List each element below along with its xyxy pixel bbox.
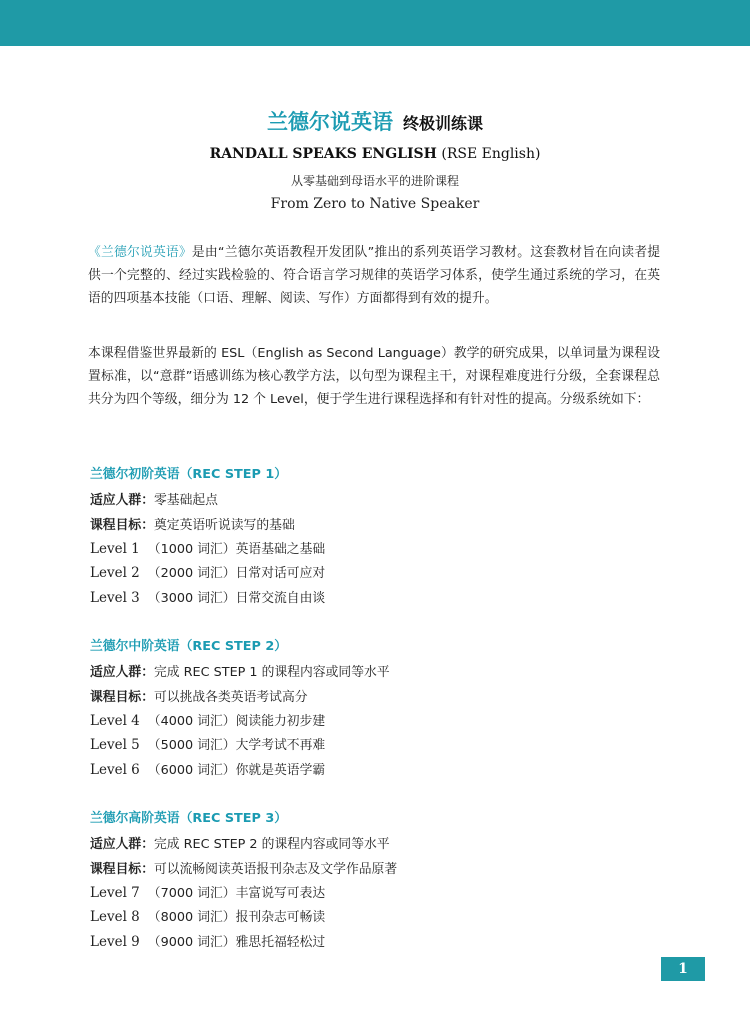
- level-label: Level 3: [90, 590, 140, 606]
- audience-value: 完成 REC STEP 2 的课程内容或同等水平: [153, 837, 390, 852]
- level-8-row: [90, 906, 325, 925]
- level-label: Level 2: [90, 565, 140, 581]
- level-label: Level 7: [90, 885, 140, 901]
- step-2-heading: 兰德尔中阶英语（REC STEP 2）: [90, 639, 288, 654]
- level-label: Level 6: [90, 762, 140, 778]
- audience-label: 适应人群：: [90, 493, 154, 508]
- intro-paragraph-2: 本课程借鉴世界最新的 ESL（English as Second Language）教学的研究成果，以单词量为课程设置标准，以“意群”语感训练为核心教学方法，以句型为课程主干，对课程难度进行分级，全套课程总共分为四个等级，细分为 12 个 Level，便于学生进行课程选择和有针对性的提高。分级系统如下：: [88, 346, 660, 407]
- level-desc: （9000 词汇）雅思托福轻松过: [147, 935, 326, 950]
- page-number: 1: [661, 957, 705, 981]
- audience-label: 适应人群：: [90, 665, 154, 680]
- chinese-subtitle: 从零基础到母语水平的进阶课程: [290, 174, 459, 188]
- level-desc: （8000 词汇）报刊杂志可畅读: [147, 910, 326, 925]
- top-color-bar: [0, 0, 750, 46]
- audience-label: 适应人群：: [90, 837, 154, 852]
- english-subtitle: From Zero to Native Speaker: [270, 196, 480, 212]
- goal-label: 课程目标：: [90, 690, 154, 705]
- level-label: Level 8: [90, 909, 140, 925]
- level-2-row: [90, 562, 325, 581]
- title-main: 兰德尔说英语: [266, 110, 393, 134]
- level-desc: （3000 词汇）日常交流自由谈: [147, 591, 326, 606]
- step-3-goal: [90, 858, 397, 877]
- level-7-row: [90, 882, 325, 901]
- step-2-goal: [90, 686, 308, 705]
- level-desc: （1000 词汇）英语基础之基础: [147, 542, 326, 557]
- level-label: Level 4: [90, 713, 140, 729]
- level-4-row: [90, 710, 325, 729]
- step-3-audience: [90, 833, 390, 852]
- goal-label: 课程目标：: [90, 518, 154, 533]
- audience-value: 零基础起点: [153, 493, 218, 508]
- level-1-row: [90, 538, 325, 557]
- level-desc: （6000 词汇）你就是英语学霸: [147, 763, 326, 778]
- goal-value: 奠定英语听说读写的基础: [153, 518, 295, 533]
- english-title-rest: (RSE English): [436, 146, 541, 162]
- level-label: Level 5: [90, 737, 140, 753]
- level-5-row: [90, 734, 325, 753]
- step-3-heading: 兰德尔高阶英语（REC STEP 3）: [90, 811, 288, 826]
- page-title: [0, 106, 750, 136]
- level-9-row: [90, 931, 325, 950]
- step-1-heading: 兰德尔初阶英语（REC STEP 1）: [90, 467, 288, 482]
- level-label: Level 9: [90, 934, 140, 950]
- goal-label: 课程目标：: [90, 862, 154, 877]
- level-desc: （7000 词汇）丰富说写可表达: [147, 886, 326, 901]
- audience-value: 完成 REC STEP 1 的课程内容或同等水平: [153, 665, 390, 680]
- english-title: [0, 146, 750, 162]
- step-1-audience: [90, 489, 218, 508]
- level-3-row: [90, 587, 325, 606]
- step-2-audience: [90, 661, 390, 680]
- book-title-highlight: 《兰德尔说英语》: [88, 245, 192, 260]
- goal-value: 可以流畅阅读英语报刊杂志及文学作品原著: [153, 862, 398, 877]
- level-label: Level 1: [90, 541, 140, 557]
- title-sub: 终极训练课: [402, 114, 483, 133]
- level-6-row: [90, 759, 325, 778]
- goal-value: 可以挑战各类英语考试高分: [153, 690, 308, 705]
- step-1-goal: [90, 514, 295, 533]
- level-desc: （4000 词汇）阅读能力初步建: [147, 714, 326, 729]
- level-desc: （5000 词汇）大学考试不再难: [147, 738, 326, 753]
- intro-paragraph-1: [88, 241, 660, 310]
- level-desc: （2000 词汇）日常对话可应对: [147, 566, 326, 581]
- english-title-bold: RANDALL SPEAKS ENGLISH: [209, 146, 437, 162]
- intro-paragraph-1-text: 是由“兰德尔英语教程开发团队”推出的系列英语学习教材。这套教材旨在向读者提供一个完整的、经过实践检验的、符合语言学习规律的英语学习体系，使学生通过系统的学习，在英语的四项基本技能（口语、理解、阅读、写作）方面都得到有效的提升。: [88, 245, 661, 306]
